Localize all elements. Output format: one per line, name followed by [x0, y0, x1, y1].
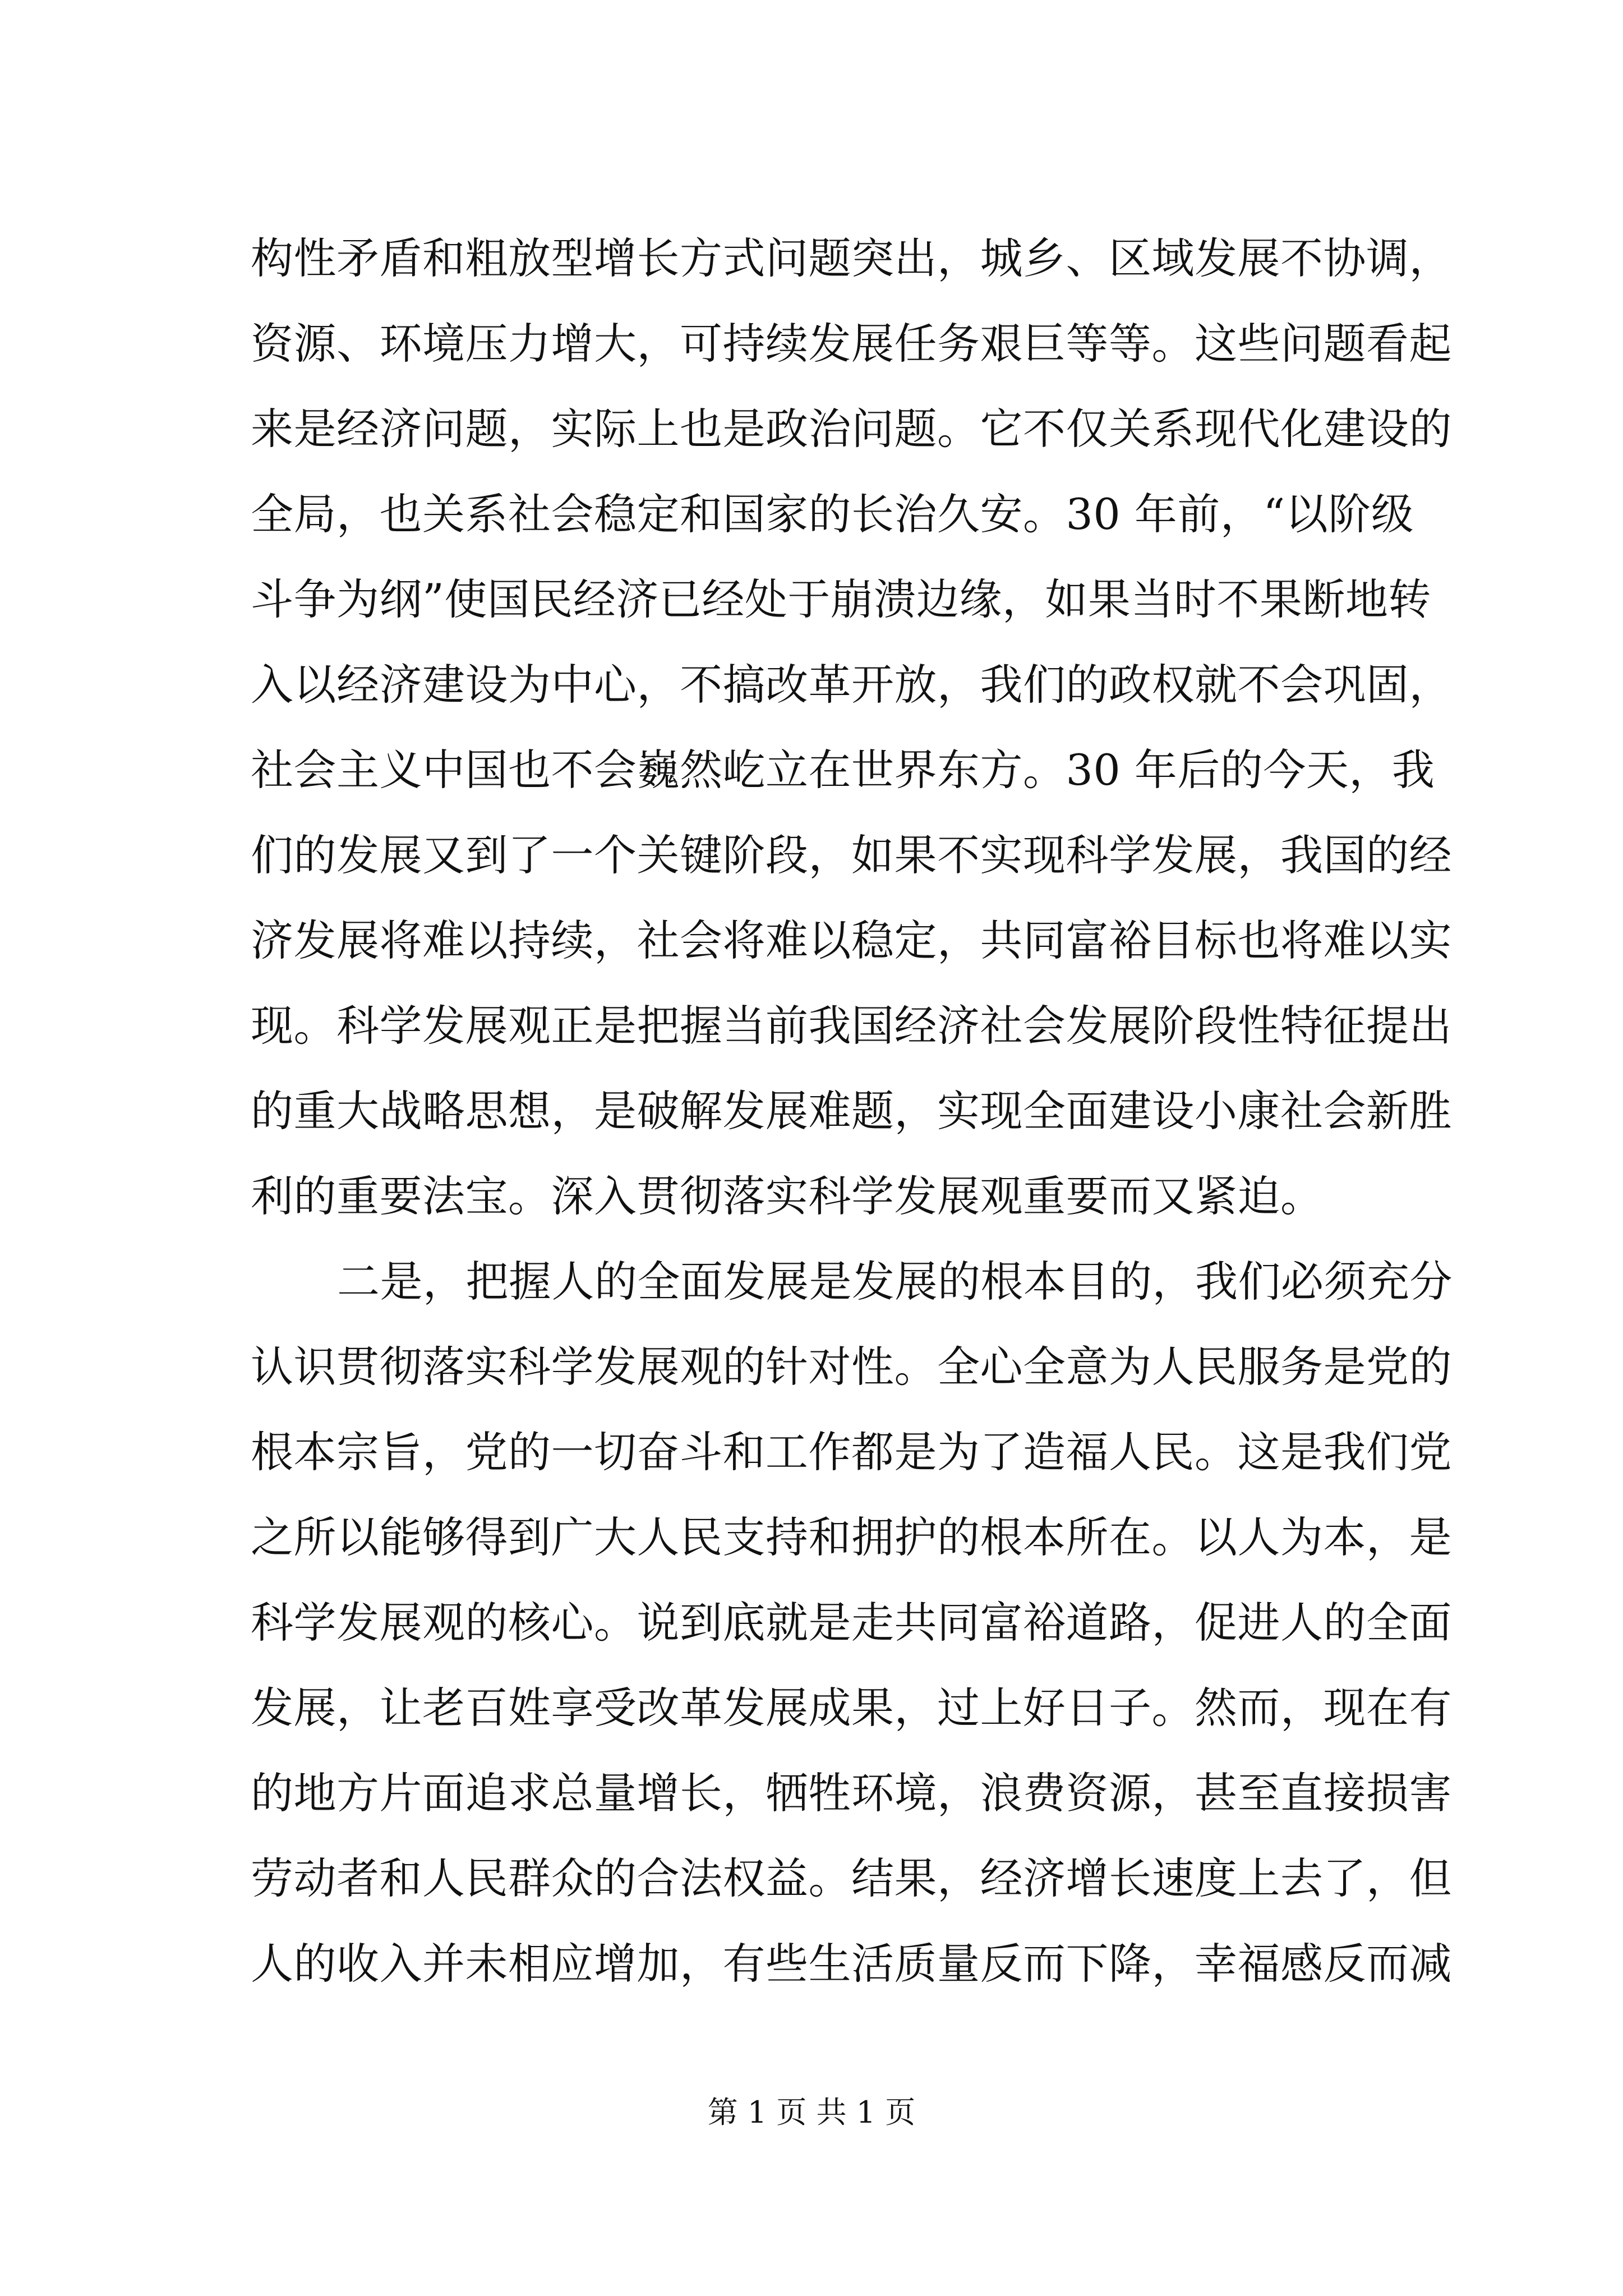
body-text [251, 216, 1453, 2007]
paragraph-start-line: 二是，把握人的全面发展是发展的根本目的，我们必须充分 [337, 1257, 1453, 1306]
text-line: 发展，让老百姓享受改革发展成果，过上好日子。然而，现在有 [251, 1683, 1452, 1733]
text-line: 劳动者和人民群众的合法权益。结果，经济增长速度上去了，但 [251, 1853, 1452, 1903]
text-line: 的地方片面追求总量增长，牺牲环境，浪费资源，甚至直接损害 [251, 1768, 1452, 1818]
text-line: 资源、环境压力增大，可持续发展任务艰巨等等。这些问题看起 [251, 319, 1452, 369]
text-line: 斗争为纲”使国民经济已经处于崩溃边缘，如果当时不果断地转 [251, 574, 1431, 624]
text-line: 社会主义中国也不会巍然屹立在世界东方。30 年后的今天，我 [251, 745, 1435, 795]
text-line: 人的收入并未相应增加，有些生活质量反而下降，幸福感反而减 [251, 1939, 1452, 1989]
text-line: 的重大战略思想，是破解发展难题，实现全面建设小康社会新胜 [251, 1086, 1452, 1136]
text-line: 科学发展观的核心。说到底就是走共同富裕道路，促进人的全面 [251, 1598, 1452, 1648]
text-line: 构性矛盾和粗放型增长方式问题突出，城乡、区域发展不协调， [251, 233, 1452, 283]
text-line: 之所以能够得到广大人民支持和拥护的根本所在。以人为本，是 [251, 1512, 1452, 1562]
text-line: 入以经济建设为中心，不搞改革开放，我们的政权就不会巩固， [251, 660, 1452, 710]
text-line: 们的发展又到了一个关键阶段，如果不实现科学发展，我国的经 [251, 830, 1452, 880]
text-line: 济发展将难以持续，社会将难以稳定，共同富裕目标也将难以实 [251, 915, 1452, 965]
text-line: 来是经济问题，实际上也是政治问题。它不仅关系现代化建设的 [251, 404, 1452, 454]
page-footer: 第 1 页 共 1 页 [707, 2095, 916, 2130]
text-line: 认识贯彻落实科学发展观的针对性。全心全意为人民服务是党的 [251, 1342, 1452, 1392]
text-line: 利的重要法宝。深入贯彻落实科学发展观重要而又紧迫。 [251, 1171, 1324, 1221]
text-line: 现。科学发展观正是把握当前我国经济社会发展阶段性特征提出 [251, 1001, 1452, 1051]
text-line: 全局，也关系社会稳定和国家的长治久安。30 年前，“以阶级 [251, 489, 1414, 539]
text-line: 根本宗旨，党的一切奋斗和工作都是为了造福人民。这是我们党 [251, 1427, 1452, 1477]
